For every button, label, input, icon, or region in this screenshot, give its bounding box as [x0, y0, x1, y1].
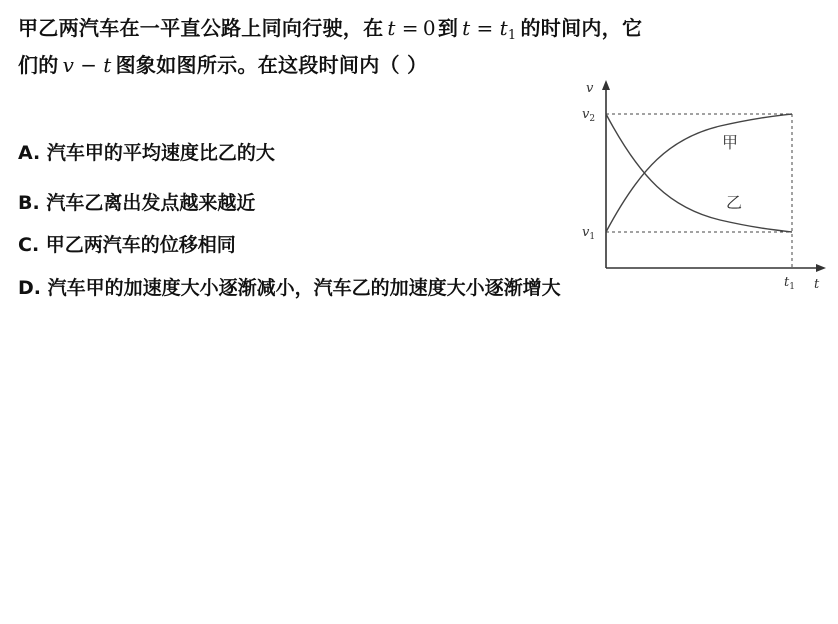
question-text-part: 甲乙两汽车在一平直公路上同向行驶，在: [18, 16, 384, 40]
math-v: v: [62, 53, 75, 77]
question-text-part: 的时间内，它: [520, 16, 643, 40]
curve-yi-label: 乙: [726, 193, 743, 212]
math-minus: −: [80, 53, 98, 77]
math-t: t: [462, 16, 471, 40]
vt-graph: [570, 78, 832, 294]
math-equals: =: [401, 16, 419, 40]
option-letter: A.: [18, 142, 41, 164]
math-equals: =: [476, 16, 494, 40]
math-t: t: [387, 16, 396, 40]
option-text: 汽车甲的加速度大小逐渐减小，汽车乙的加速度大小逐渐增大: [47, 277, 561, 299]
t1-label: $t_1$: [784, 275, 795, 292]
option-letter: C.: [18, 234, 40, 256]
math-subscript: 1: [507, 28, 517, 43]
question-text-part: 图象如图所示。在这段时间内（ ）: [115, 53, 428, 77]
v-axis-arrow: [602, 80, 610, 90]
curve-jia-label: 甲: [722, 133, 739, 152]
t-axis-arrow: [816, 264, 826, 272]
option-text: 汽车乙离出发点越来越近: [46, 192, 256, 214]
t-axis-label: t: [814, 277, 820, 292]
v2-label: $v_2$: [582, 107, 596, 124]
option-text: 甲乙两汽车的位移相同: [45, 234, 236, 256]
option-d[interactable]: [18, 274, 561, 302]
math-t: t: [103, 53, 112, 77]
curve-jia: [606, 114, 792, 232]
option-letter: D.: [18, 277, 41, 299]
v-axis-label: v: [586, 81, 594, 96]
math-t1: $t_1$: [499, 16, 517, 43]
option-b[interactable]: [18, 189, 255, 217]
question-line-2: [18, 51, 427, 79]
question-line-1: [18, 14, 642, 50]
math-zero: 0: [422, 16, 436, 40]
option-letter: B.: [18, 192, 40, 214]
v1-label: $v_1$: [582, 225, 596, 242]
question-text-part: 到: [437, 16, 459, 40]
curve-yi: [606, 114, 792, 232]
option-a[interactable]: [18, 139, 275, 167]
question-text-part: 们的: [18, 53, 59, 77]
option-c[interactable]: [18, 231, 236, 259]
option-text: 汽车甲的平均速度比乙的大: [46, 142, 275, 164]
